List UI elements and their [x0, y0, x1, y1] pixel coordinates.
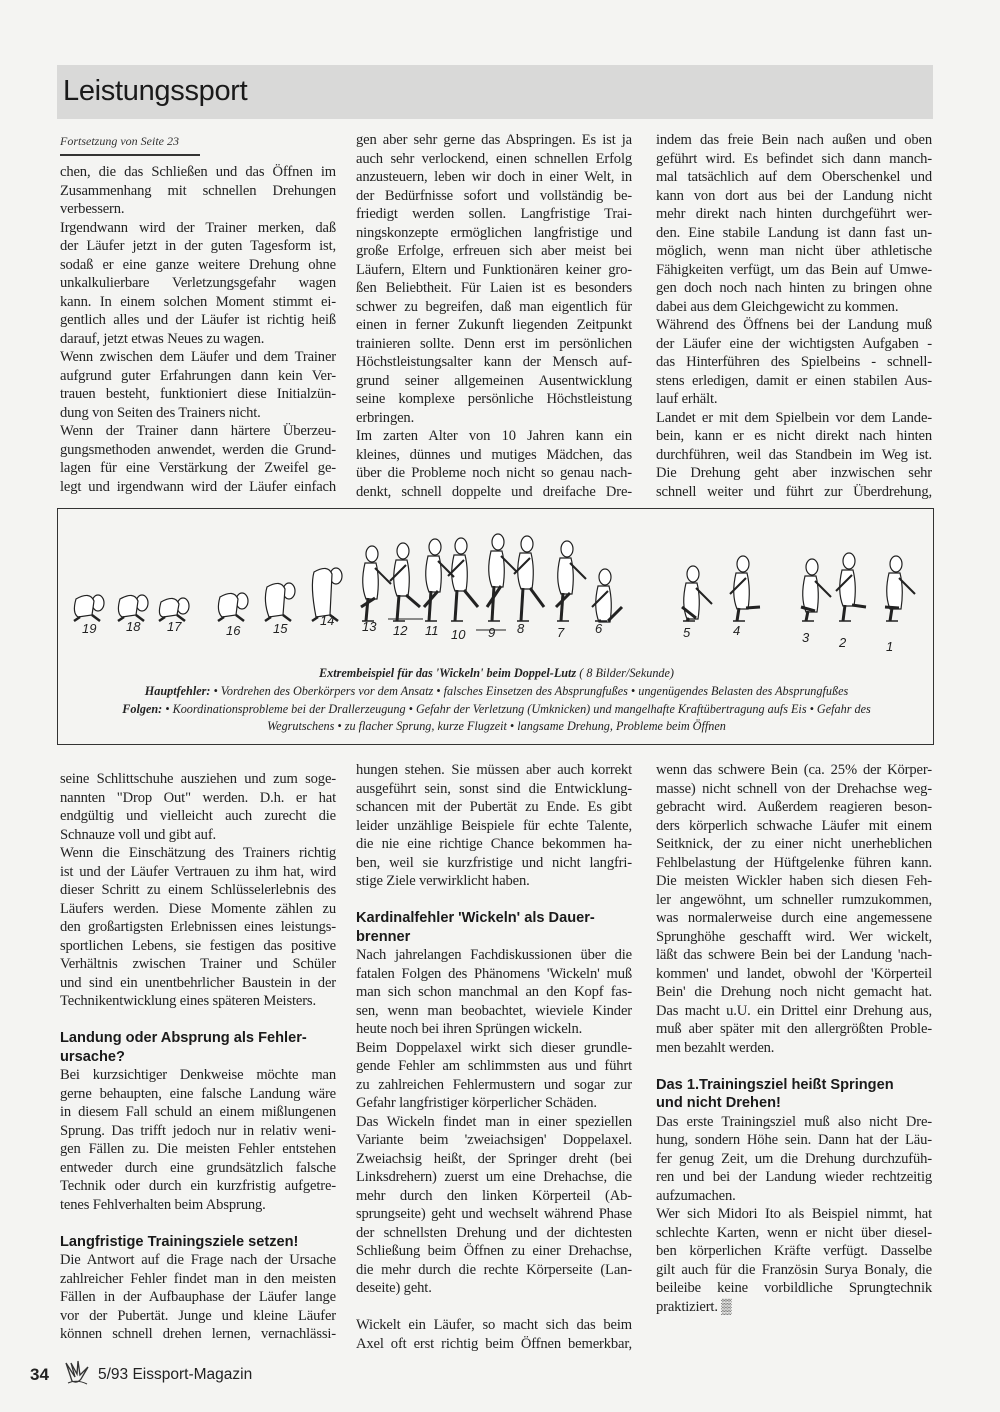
column-bottom-2 — [356, 761, 632, 1353]
column-bottom-3 — [656, 761, 932, 1316]
text-line: men bezahlt werden. — [656, 1039, 775, 1056]
text-line: Wenn der Trainer dann härtere Überzeu- — [60, 423, 336, 439]
paragraph — [656, 316, 932, 409]
paragraph-gap — [60, 1214, 336, 1233]
text-line: grund seiner allgemeinen Ausentwicklung — [356, 372, 632, 389]
text-line: sodaß er eine ganze weitere Drehung ohne — [60, 256, 336, 273]
frame-label: 8 — [517, 621, 525, 636]
text-line: aufzumachen. — [656, 1187, 736, 1204]
paragraph — [60, 770, 336, 844]
text-line: Bein' die Drehung noch nicht gemacht hat. — [656, 984, 932, 1000]
text-line: gerne behaupten, eine falsche Landung wäre — [60, 1085, 336, 1102]
text-line: ren und bei der Landung wieder rechtzeitig — [656, 1169, 932, 1185]
text-line: Wenn die Einschätzung des Trainers richtig — [60, 845, 336, 861]
subheading-line: Landung oder Absprung als Fehler- — [60, 1030, 307, 1046]
subheading-line: Langfristige Trainingsziele setzen! — [60, 1233, 299, 1250]
text-line: dabei aus dem Gleichgewicht zu kommen. — [656, 298, 899, 315]
skater-figure-1-free-leg — [885, 607, 899, 608]
text-line: dieser Schritt zu einem Schlüsselerlebnis des — [60, 882, 336, 898]
text-line: gentlich alles und der Läufer ist richtig heiß — [60, 312, 336, 328]
text-line: gebracht wird. Außerdem reagieren beson- — [656, 799, 932, 815]
text-line: Gefahr langfristiger körperlicher Schäden. — [356, 1095, 597, 1111]
text-line: heute noch bei ihren Sprüngen wickeln. — [356, 1021, 583, 1037]
text-line: deseite) geht. — [356, 1280, 432, 1296]
text-line: Sprung. Das trifft jedoch nur in relativ weni- — [60, 1122, 336, 1139]
skater-figure-8-leg — [521, 588, 523, 621]
magazine-issue: 5/93 Eissport-Magazin — [98, 1366, 253, 1383]
text-line: Wickelt ein Läufer, so macht sich das beim — [356, 1317, 632, 1333]
subheading — [60, 1233, 336, 1252]
skater-figure-4-head — [737, 556, 749, 572]
column-top-1 — [60, 163, 336, 496]
paragraph — [656, 1113, 932, 1206]
text-line: Fehlbelastung der Hüftgelenke führen kann. — [656, 854, 932, 871]
continuation-note: Fortsetzung von Seite 23 — [60, 134, 179, 148]
text-line: Wenn zwischen dem Läufer und dem Trainer — [60, 349, 336, 365]
text-line: Das Wickeln findet man in einer speziellen — [356, 1113, 632, 1130]
skater-figure-2-torso — [840, 570, 856, 606]
text-line: erbringen. — [356, 409, 415, 426]
text-line: Zweiachsig heißt, der Springer dreht (bei — [356, 1150, 632, 1167]
skater-figure-2-free-leg — [852, 605, 866, 607]
skater-figure-11-head — [429, 539, 441, 555]
text-line: der Läufer eine der wichtigsten Aufgaben - — [656, 335, 932, 352]
skater-figure-15-torso — [265, 583, 285, 617]
text-line: Läufern, Eltern und Funktionären keiner gro- — [356, 261, 632, 278]
skater-figure-11-leg — [429, 591, 431, 621]
text-line: das Hinterführen des Spielbeins - schnell- — [656, 354, 932, 370]
text-line: die nie eine richtige Chance bekommen ha- — [356, 836, 632, 852]
text-line: Technikentwicklung eines späteren Meisters. — [60, 993, 316, 1009]
frame-label: 2 — [839, 635, 847, 650]
text-line: und sind ein unentbehrlicher Baustein in der — [60, 974, 336, 991]
skater-figure-3-leg — [806, 611, 808, 621]
consequences-text: • Koordinationsprobleme bei der Drallerzeugung • Gefahr der Verletzung (Umknicken) und mangelhafte Kraftübertragung aufs Eis • Gefahr des — [162, 702, 871, 716]
text-line: der Bedürfnisse sofort und vollständig be- — [356, 187, 632, 204]
subheading-line: Kardinalfehler 'Wickeln' als Dauer- — [356, 910, 595, 926]
continuation-rule — [60, 154, 200, 156]
subheading — [656, 1076, 932, 1113]
text-line: Nach jahrelangen Fachdiskussionen über die — [356, 947, 632, 963]
text-line: wenn das schwere Bein (ca. 25% der Körper- — [656, 762, 932, 778]
caption-title: Extrembeispiel für das 'Wickeln' beim Doppel-Lutz — [319, 666, 577, 680]
text-line: Seitknick, der zu einer nicht unerheblichen — [656, 836, 932, 852]
text-line: seine Schlittschuhe ausziehen und zum soge- — [60, 771, 336, 787]
skater-figure-4-free-leg — [746, 607, 760, 608]
text-line: Verhältnis zwischen Trainer und Schüler — [60, 956, 336, 972]
paragraph — [60, 163, 336, 219]
subheading — [60, 1029, 336, 1066]
skater-figure-14-leg — [312, 617, 318, 621]
text-line: kommen' und landet, obwohl der 'Körperteil — [656, 965, 932, 982]
paragraph — [656, 131, 932, 316]
text-line: zahlreicher Fehler findet man in den meisten — [60, 1270, 336, 1287]
skater-figure-9-head — [492, 534, 504, 550]
text-line: endgültig und vielleicht auch zurecht die — [60, 808, 336, 824]
frame-label: 18 — [126, 619, 141, 634]
text-line: stens erledigen, damit er einen stabilen Aus- — [656, 372, 932, 389]
text-line: Die meisten Wickler haben sich diesen Feh- — [656, 873, 932, 889]
skater-figure-18-torso — [118, 595, 138, 617]
text-line: leider unzählige Beispiele für echte Talente, — [356, 817, 632, 834]
text-line: stige Ziele verwirklicht haben. — [356, 873, 530, 889]
frame-label: 11 — [425, 623, 439, 638]
skater-figure-10-leg — [455, 590, 457, 621]
text-line: seine komplexe persönliche Höchstleistung — [356, 391, 632, 407]
text-line: mehr direkt nach hinten durchgeführt wer- — [656, 206, 932, 222]
text-line: schlechte Karten, wenn er nicht über diesel- — [656, 1224, 932, 1241]
text-line: unkalkulierbare Verletzungsgefahr wagen — [60, 275, 336, 291]
text-line: ben, weil sie kurzfristige und nicht langfri- — [356, 854, 632, 871]
text-line: friedigt werden sollen. Langfristige Trai- — [356, 206, 632, 222]
text-line: Linksdrehern) zuerst um eine Drehachse, die — [356, 1169, 632, 1185]
paragraph — [60, 219, 336, 349]
skater-figure-10-free-leg — [464, 590, 478, 607]
text-line: Im zarten Alter von 10 Jahren kann ein — [356, 428, 632, 444]
paragraph — [60, 422, 336, 496]
text-line: gungsmethoden anwendet, werden die Grund- — [60, 441, 336, 458]
text-line: große Erfolge, erfreuen sich aber meist bei — [356, 243, 632, 259]
text-line: gen Fällen zu. Die meisten Fehler entstehen — [60, 1141, 336, 1157]
subheading-line: Das 1.Trainingsziel heißt Springen — [656, 1076, 894, 1093]
subheading-line: brenner — [356, 928, 411, 945]
frame-label: 15 — [273, 621, 288, 636]
skater-figure-12-leg — [397, 595, 399, 621]
skater-figure-19-leg — [74, 617, 80, 621]
figure-caption-title — [58, 666, 935, 681]
skater-figure-8-torso — [518, 553, 534, 589]
text-line: Das erste Trainingsziel muß also nicht Dre- — [656, 1113, 932, 1130]
text-line: ben körperlichen Kräfte verfügt. Dasselbe — [656, 1243, 932, 1259]
text-line: lauf erhält. — [656, 391, 718, 407]
frame-label: 7 — [557, 625, 565, 640]
paragraph — [356, 761, 632, 891]
paragraph — [356, 131, 632, 427]
text-line: trainieren sollte. Denn erst im persönlichen — [356, 335, 632, 352]
text-line: gen doch noch nach hinten zu bringen ohne — [656, 280, 932, 296]
skater-figure-10-head — [455, 538, 467, 554]
skater-figure-4-torso — [734, 573, 750, 609]
text-line: durchführen, weil das Standbein im Weg ist. — [656, 446, 932, 463]
skater-figure-19-torso — [74, 595, 94, 617]
text-line: mehr durch den linken Körperteil (Ab- — [356, 1187, 632, 1204]
paragraph — [60, 348, 336, 422]
frame-label: 14 — [320, 613, 335, 628]
text-line: Sprunghöhe geschafft wird. Wer wickelt, — [656, 928, 932, 945]
skater-figure-2-head — [843, 553, 855, 569]
text-line: dung von Seiten des Trainers nicht. — [60, 404, 261, 421]
figure-sequence — [57, 508, 934, 745]
text-line: aufgrund guter Erfahrungen dann kein Ver- — [60, 367, 336, 384]
text-line: bein, kann er es nicht direkt nach hinten — [656, 428, 932, 444]
text-line: Zusammenhang mit schnellen Drehungen — [60, 182, 336, 199]
paragraph — [356, 1316, 632, 1353]
text-line: entweder durch eine grundsätzlich falsche — [60, 1159, 336, 1176]
text-line: masse) nicht schnell von der Drehachse weg- — [656, 780, 932, 797]
subheading-line: und nicht Drehen! — [656, 1095, 781, 1111]
text-line: Während des Öffnens bei der Landung muß — [656, 317, 932, 333]
text-line: was normalerweise durch eine angemessene — [656, 910, 932, 926]
text-line: über die Probleme noch nicht so genau nach- — [356, 465, 632, 481]
skater-figure-1-leg — [890, 608, 892, 621]
skater-figure-7-head — [561, 541, 573, 557]
paragraph — [356, 427, 632, 501]
bird-logo-icon — [62, 1357, 92, 1387]
text-line: ist und der Läufer Vertrauen zu ihm hat, wird — [60, 863, 336, 880]
text-line: kann. In einem solchen Moment stimmt ei- — [60, 293, 336, 310]
skater-figure-3-head — [806, 559, 818, 575]
text-line: gen aber sehr gerne das Abspringen. Es ist ja — [356, 132, 632, 148]
text-line: den. Eine stabile Landung ist dann fast un- — [656, 224, 932, 241]
text-line: hung, sondern Höhe sein. Dann hat der Läu- — [656, 1132, 932, 1148]
paragraph — [656, 1205, 932, 1316]
text-line: ler angewöhnt, um schneller rumzukommen, — [656, 891, 932, 908]
text-line: schancen mit der Pubertät zu Ende. Es gibt — [356, 799, 632, 815]
text-line: verbessern. — [60, 201, 125, 217]
text-line: Landet er mit dem Spielbein vor dem Lande- — [656, 409, 932, 426]
caption-rate: ( 8 Bilder/Sekunde) — [576, 666, 674, 680]
text-line: ders körperlich schwache Läufer mit einem — [656, 817, 932, 834]
text-line: sprungseite) geht und wechselt während Phase — [356, 1206, 632, 1222]
frame-label: 19 — [82, 621, 97, 636]
skater-figure-9-leg — [492, 586, 494, 621]
skater-figure-18-leg — [118, 617, 124, 621]
text-line: hungen stehen. Sie müssen aber auch korrekt — [356, 762, 632, 778]
text-line: Bei kurzsichtiger Denkweise möchte man — [60, 1067, 336, 1083]
text-line: Wer sich Midori Ito als Beispiel nimmt, hat — [656, 1206, 932, 1222]
figure-main-errors — [58, 684, 935, 699]
figure-consequences-cont: Wegrutschens • zu flacher Sprung, kurze Flugzeit • langsame Drehung, Probleme beim Öffnen — [267, 719, 726, 733]
skater-figure-6-head — [599, 569, 611, 585]
text-line: trauen besteht, funktioniert diese Initialzün- — [60, 386, 336, 402]
subheading — [356, 909, 632, 946]
frame-label: 16 — [226, 623, 241, 638]
text-line: man sich schon manchmal an den Kopf fas- — [356, 984, 632, 1000]
section-header — [57, 65, 933, 119]
text-line: die mehr durch die rechte Körperseite (Lan- — [356, 1261, 632, 1278]
text-line: lagen für eine Verstärkung der Zweifel ge- — [60, 460, 336, 476]
skater-figure-15-leg — [265, 617, 271, 621]
consequences-label: Folgen: — [122, 702, 163, 716]
skater-figure-16-leg — [218, 617, 224, 621]
main-errors-text: • Vordrehen des Oberkörpers vor dem Ansatz • falsches Einsetzen des Absprungfußes • ungenügendes Belasten des Absprungfußes — [210, 684, 849, 698]
skater-figure-17-leg — [159, 617, 165, 621]
figure-consequences — [58, 702, 935, 717]
text-line: geführt wird. Es befindet sich dann manch- — [656, 150, 932, 167]
skater-sequence-drawing — [58, 509, 935, 669]
column-top-3 — [656, 131, 932, 501]
text-line: praktiziert. ▒ — [656, 1298, 732, 1315]
text-line: indem das freie Bein nach außen und oben — [656, 132, 932, 148]
skater-figure-1-head — [890, 556, 902, 572]
skater-figure-12-head — [397, 543, 409, 559]
text-line: einen in ferner Zukunft liegenden Zeitpunkt — [356, 317, 632, 333]
text-line: tenes Fehlverhalten beim Absprung. — [60, 1196, 266, 1213]
text-line: Technik oder durch ein kurzfristig aufgetre- — [60, 1178, 336, 1194]
frame-label: 10 — [451, 627, 466, 642]
page-number: 34 — [30, 1365, 49, 1384]
paragraph — [60, 1066, 336, 1214]
text-line: fatalen Folgen des Phänomens 'Wickeln' muß — [356, 965, 632, 982]
section-title: Leistungssport — [63, 75, 248, 107]
frame-label: 3 — [802, 630, 810, 645]
skater-figure-17-torso — [159, 598, 179, 617]
paragraph — [356, 1039, 632, 1113]
text-line: denkt, schnell doppelte und dreifache Dre- — [356, 483, 632, 500]
paragraph-gap — [656, 1057, 932, 1076]
paragraph — [60, 844, 336, 1011]
text-line: möglich, wenn man nicht über athletische — [656, 243, 932, 259]
text-line: kann von dort aus bei der Landung nicht — [656, 187, 932, 204]
skater-figure-16-torso — [218, 593, 238, 617]
skater-figure-14-torso — [312, 568, 332, 617]
text-line: gende Fehler am schlimmsten aus und führt — [356, 1058, 632, 1074]
text-line: können schnell drehen lernen, vernachlässi- — [60, 1326, 336, 1342]
skater-figure-8-head — [521, 536, 533, 552]
text-line: mal tatsächlich auf dem Oberschenkel und — [656, 169, 932, 185]
text-line: fer genug Zeit, um die Drehung durchzufüh- — [656, 1150, 932, 1167]
frame-label: 12 — [393, 623, 408, 638]
paragraph-gap — [356, 1298, 632, 1317]
skater-figure-7-leg — [561, 593, 563, 621]
skater-figure-13-head — [366, 546, 378, 562]
text-line: schnell weiter und führt zur Überdrehung, — [656, 483, 932, 500]
paragraph — [356, 946, 632, 1039]
frame-label: 13 — [362, 619, 377, 634]
text-line: läßt das schwere Bein bei der Landung 'nach- — [656, 947, 932, 963]
frame-label: 5 — [683, 625, 691, 640]
text-line: schwer zu begreifen, daß man eigentlich für — [356, 298, 632, 315]
text-line: gilt auch für die Französin Surya Bonaly, die — [656, 1261, 932, 1278]
text-line: nannten "Drop Out" werden. D.h. er hat — [60, 789, 336, 806]
paragraph-gap — [60, 1011, 336, 1030]
text-line: beileibe keine vorbildliche Sprungtechnik — [656, 1280, 932, 1296]
paragraph — [656, 761, 932, 1057]
text-line: muß aber später mit den allergrößten Proble- — [656, 1021, 932, 1037]
text-line: ausgeführt sein, sonst sind die Entwicklung- — [356, 780, 632, 797]
skater-figure-2-leg — [843, 605, 845, 621]
column-top-2 — [356, 131, 632, 501]
text-line: darauf, jetzt etwas Neues zu wagen. — [60, 330, 265, 347]
text-line: Irgendwann wird der Trainer merken, daß — [60, 219, 336, 236]
text-line: vor der Pubertät. Junge und kleine Läufer — [60, 1307, 336, 1324]
subheading-line: ursache? — [60, 1048, 125, 1065]
text-line: Höchstleistungsalter kann der Mensch auf- — [356, 354, 632, 370]
frame-label: 6 — [595, 621, 603, 636]
skater-figure-8-free-leg — [530, 588, 544, 607]
frame-label: 9 — [488, 625, 496, 640]
text-line: sportlichen Lebens, sie festigen das positive — [60, 937, 336, 954]
text-line: anzusteuern, leben wir doch in einer Welt, in — [356, 169, 632, 185]
text-line: Fähigkeiten verfügt, um das Bein auf Umwe- — [656, 261, 932, 278]
text-line: sen, wenn man beobachtet, wieviele Kinder — [356, 1002, 632, 1019]
text-line: Die Antwort auf die Frage nach der Ursache — [60, 1252, 336, 1268]
paragraph — [60, 1251, 336, 1344]
text-line: Schließung beim Öffnen zu einer Drehachse, — [356, 1243, 632, 1259]
text-line: kleines, dünnes und mutiges Mädchen, das — [356, 446, 632, 463]
text-line: Variante beim 'zweiachsigen' Doppelaxel. — [356, 1132, 632, 1148]
text-line: chen, die das Schließen und das Öffnen im — [60, 164, 336, 180]
skater-figure-12-torso — [394, 560, 410, 596]
main-errors-label: Hauptfehler: — [144, 684, 211, 698]
text-line: ßen Beliebtheit. Für Laien ist es besonders — [356, 280, 632, 296]
text-line: ningskonzepte ermöglichen langfristige und — [356, 224, 632, 241]
skater-figure-16-arm — [236, 615, 244, 621]
skater-figure-6-torso — [596, 586, 612, 622]
text-line: Fällen in der Aufbauphase der Läufer lange — [60, 1289, 336, 1305]
skater-figure-5-head — [687, 566, 699, 582]
text-line: in diesem Fall schuld an einem mißlungenen — [60, 1104, 336, 1120]
text-line: Läufers werden. Diese Momente zählen zu — [60, 900, 336, 917]
text-line: der Läufer jetzt in der guten Tagesform ist, — [60, 238, 336, 254]
text-line: Das macht u.U. ein Drittel einr Drehung aus, — [656, 1002, 932, 1019]
column-bottom-1 — [60, 770, 336, 1344]
text-line: Die Drehung geht aber inzwischen sehr — [656, 465, 932, 481]
text-line: den großartigsten Erlebnissen eines leistungs- — [60, 919, 336, 935]
frame-label: 4 — [733, 623, 741, 638]
text-line: Axel oft erst richtig beim Öffnen bemerkbar, — [356, 1335, 632, 1352]
skater-figure-10-torso — [452, 555, 468, 591]
skater-figure-12-free-leg — [406, 595, 420, 607]
text-line: zu zahlreichen Fehlermustern und sogar zur — [356, 1076, 632, 1093]
skater-figure-4-leg — [737, 608, 739, 621]
frame-label: 1 — [886, 639, 894, 654]
text-line: Beim Doppelaxel wirkt sich dieser grundle- — [356, 1039, 632, 1056]
frame-label: 17 — [167, 619, 182, 634]
text-line: legt und irgendwann wird der Läufer einfach — [60, 478, 336, 495]
text-line: auch sehr verlockend, einen schnellen Erfolg — [356, 150, 632, 167]
text-line: der schnellsten Drehung und der dichtesten — [356, 1224, 632, 1241]
text-line: Schnauze voll und gibt auf. — [60, 826, 217, 843]
paragraph-gap — [356, 891, 632, 910]
paragraph — [656, 409, 932, 502]
paragraph — [356, 1113, 632, 1298]
